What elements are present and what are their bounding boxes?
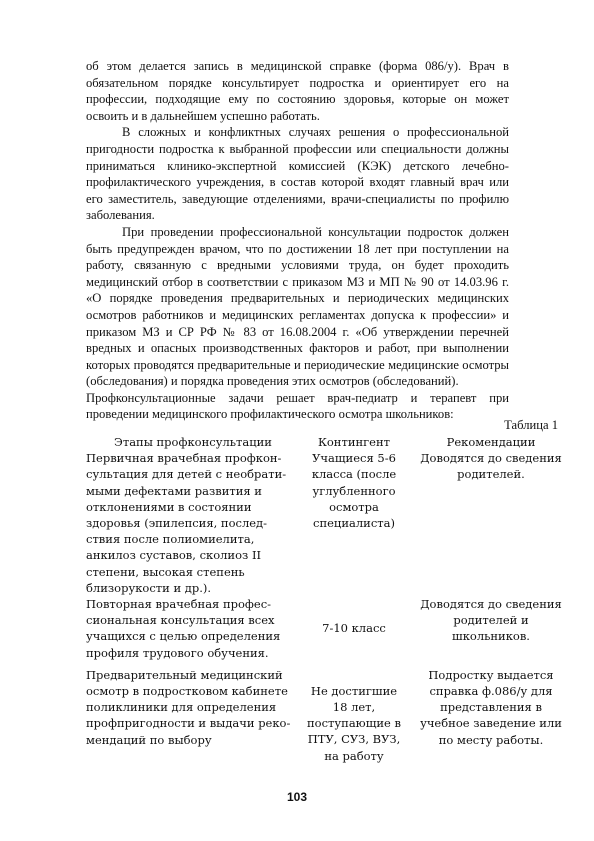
page-number: 103 xyxy=(286,790,308,804)
paragraph-1: об этом делается запись в медицинской справке (форма 086/у). Врач в обязательном порядке консультирует подростка и ориентирует его на профессии, подходящие ему по состоянию здоровья, которые он может освоить и в дальнейшем успешно работать. xyxy=(86,59,509,123)
table-caption: Таблица 1 xyxy=(504,418,558,432)
cell-stage: Первичная врачебная профкон-сультация для детей с необрати-мыми дефектами развития и отклонениями в состоянии здоровья (эпилепсия, послед-ствия после полиомиелита, анкилоз суставов, сколиоз II степени, высокая степень близорукости и др.). xyxy=(86,451,287,595)
cell-recommendation: Подростку выдается справка ф.086/у для представления в учебное заведение или по месту работы. xyxy=(420,667,562,747)
body-text xyxy=(86,58,509,423)
cell-recommendation: Доводятся до сведения родителей. xyxy=(420,451,562,482)
paragraph-3: При проведении профессиональной консультации подросток должен быть предупрежден врачом, что по достижении 18 лет при поступлении на работу, связанную с вредными условиями труда, он будет проходить медицинский отбор в соответствии с приказом МЗ и МП № 90 от 14.03.96 г. «О порядке проведения предварительных и периодических медицинских осмотров работников и медицинских регламентах допуска к профессии» и приказом МЗ и СР РФ № 83 от 16.08.2004 г. «Об утверждении перечней вредных и опасных производственных факторов и работ, при выполнении которых проводятся предварительные и периодические медицинские осмотры (обследования) и порядка проведения этих осмотров (обследований). xyxy=(86,224,509,389)
cell-recommendation: Доводятся до сведения родителей и школьников. xyxy=(420,597,562,644)
table-header-row xyxy=(86,434,566,450)
header-recommendations: Рекомендации xyxy=(446,435,536,449)
table-row xyxy=(86,661,566,764)
table-row xyxy=(86,596,566,661)
paragraph-2: В сложных и конфликтных случаях решения о профессиональной пригодности подростка к выбранной профессии или специальности должны приниматься клинико-экспертной комиссией (КЭК) детского лечебно-профилактического учреждения, в состав которой входят главный врач или его заместитель, заведующие отделениями, врачи-специалисты по профилю заболевания. xyxy=(86,125,509,223)
cell-contingent: Не достигшие 18 лет, поступающие в ПТУ, СУЗ, ВУЗ, на работу xyxy=(307,683,401,763)
cell-stage: Предварительный медицинский осмотр в подростковом кабинете поликлиники для определения профпригодности и выдачи реко-мендаций по выбору xyxy=(86,667,291,747)
recommendations-table xyxy=(86,434,566,764)
header-stages: Этапы профконсультации xyxy=(114,435,272,449)
cell-contingent: 7-10 класс xyxy=(322,621,386,636)
header-contingent: Контингент xyxy=(317,435,391,449)
cell-contingent: Учащиеся 5-6 класса (после углубленного осмотра специалиста) xyxy=(311,451,397,531)
table-row xyxy=(86,450,566,596)
cell-stage: Повторная врачебная профес-сиональная консультация всех учащихся с целью определения профиля трудового обучения. xyxy=(86,597,281,660)
paragraph-4: Профконсультационные задачи решает врач-педиатр и терапевт при проведении медицинского профилактического осмотра школьников: xyxy=(86,390,509,422)
